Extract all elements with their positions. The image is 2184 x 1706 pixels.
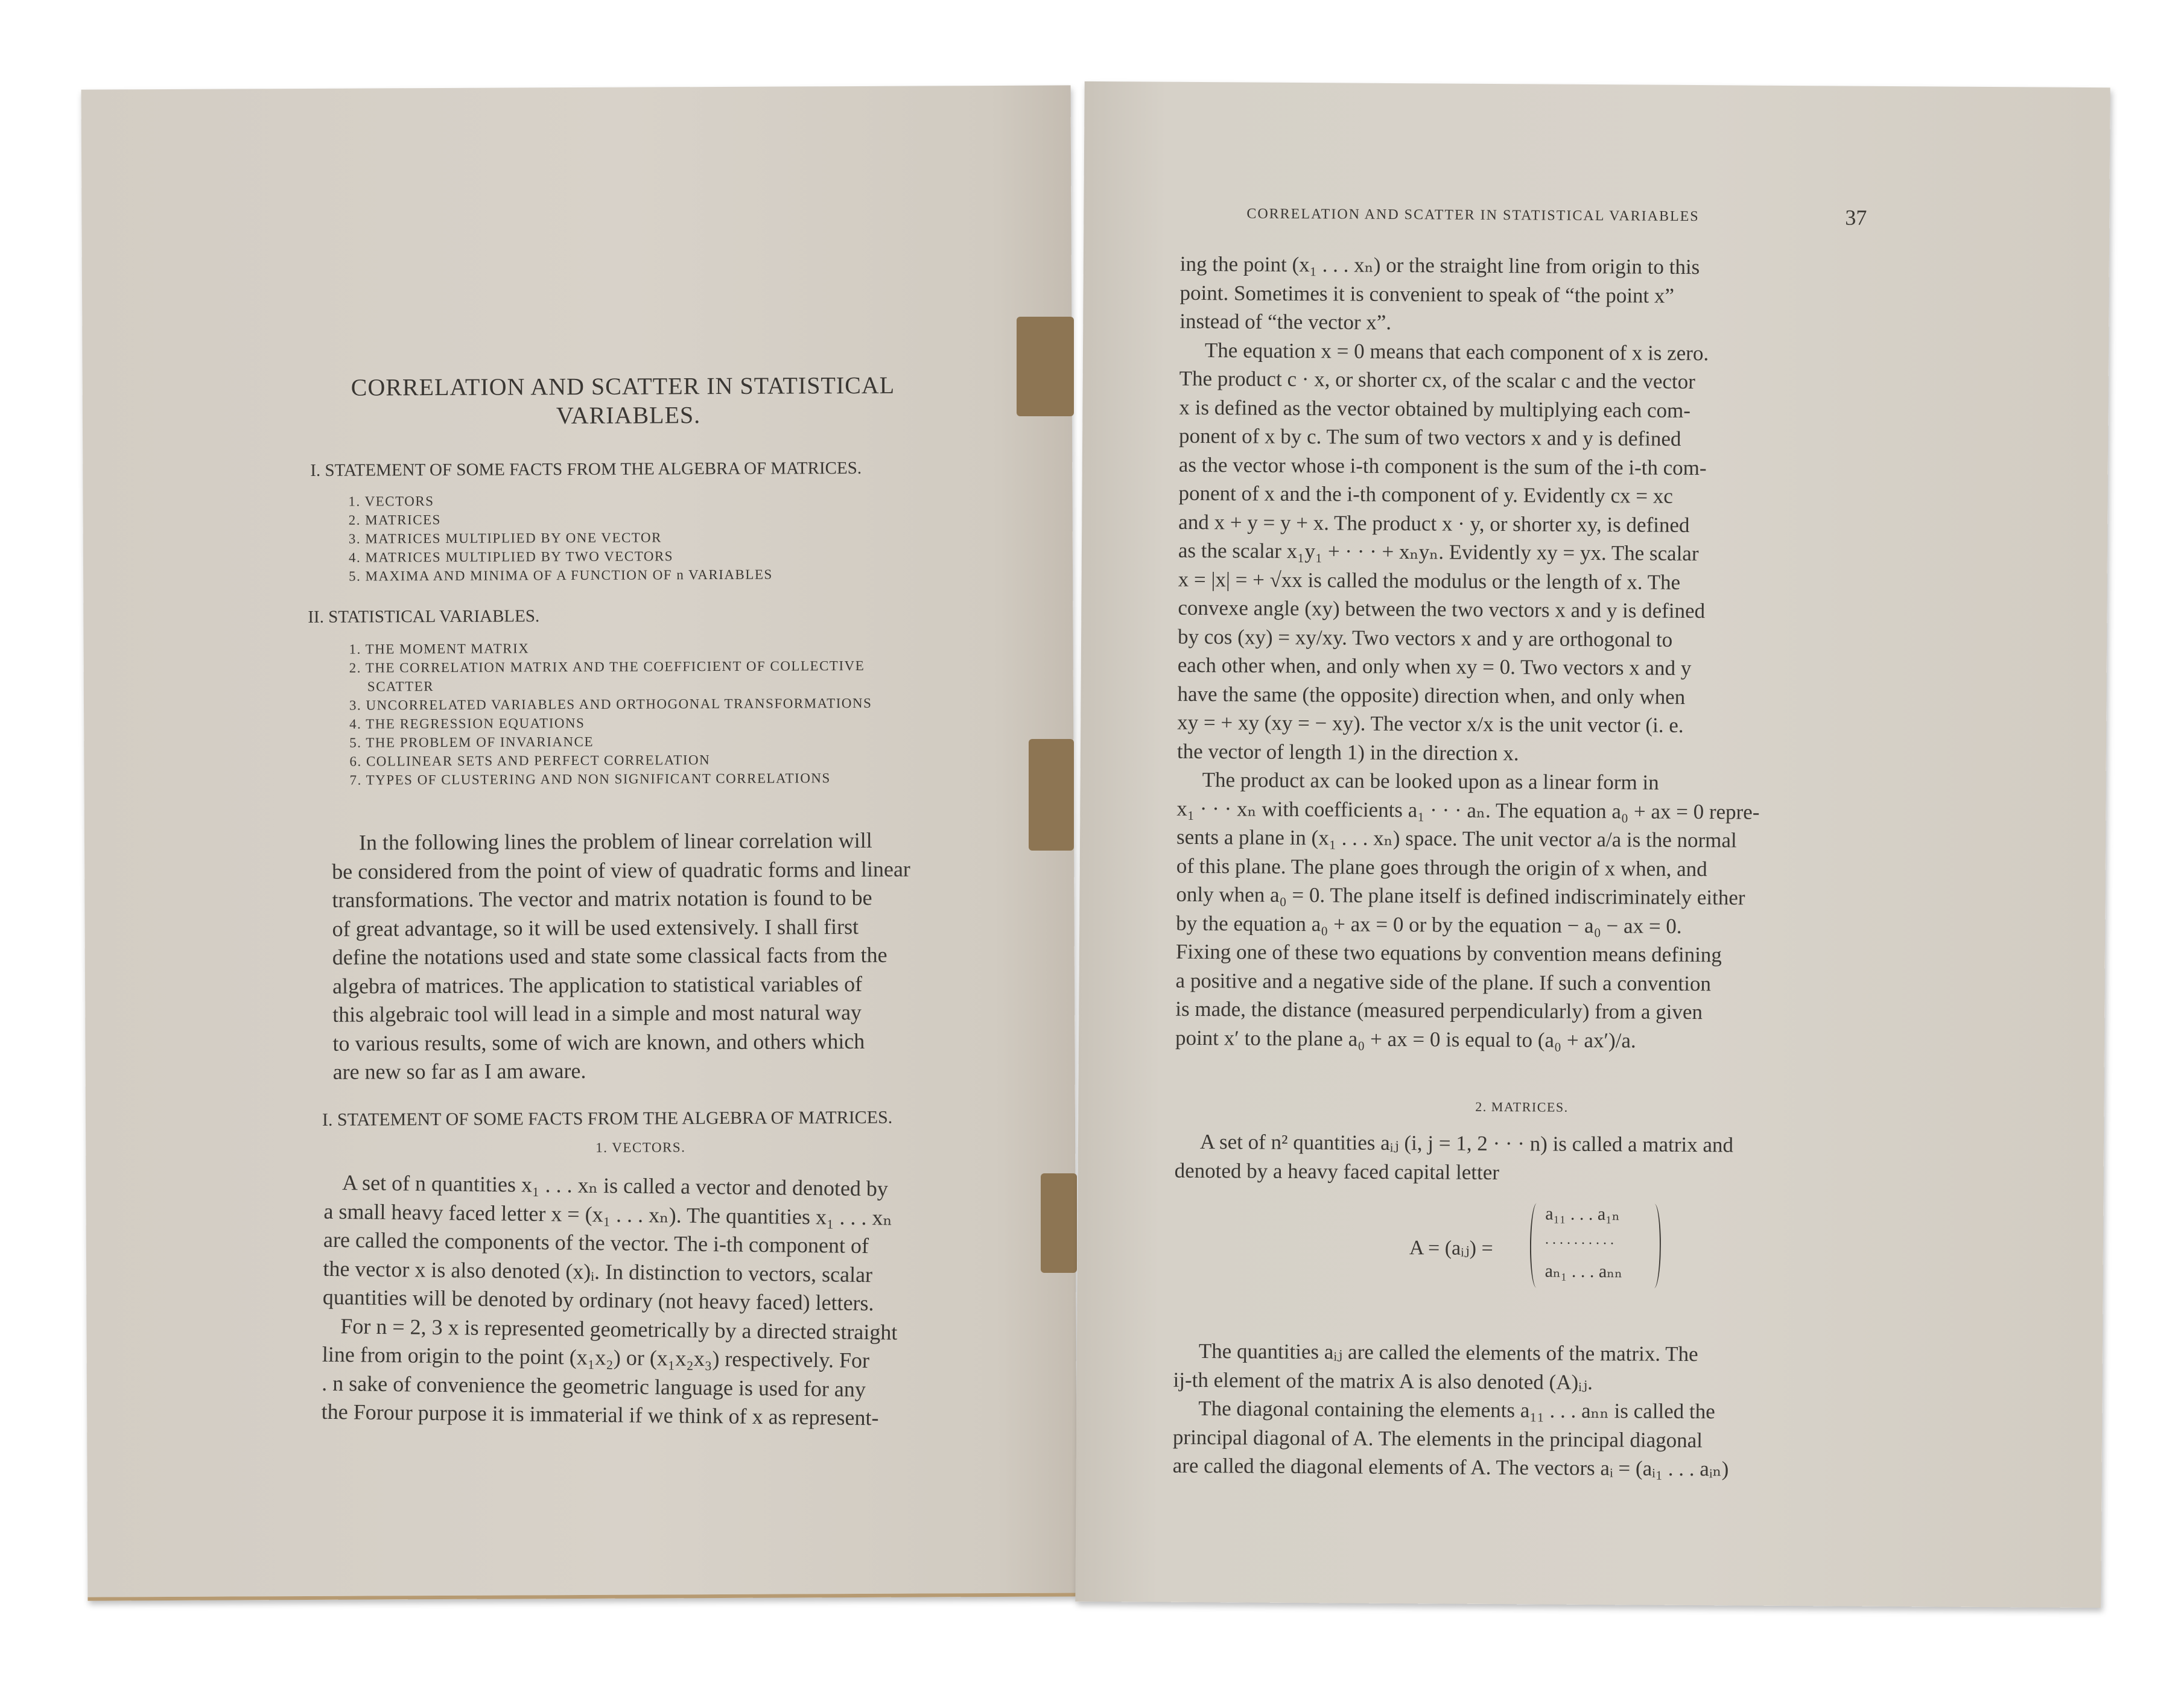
vectors-paragraph (321, 1169, 1072, 1435)
text-line: are called the components of the vector. The i-th component of (323, 1227, 869, 1258)
text-line: point x′ to the plane a₀ + ax = 0 is equal to (a₀ + ax′)/a. (1175, 1026, 1636, 1052)
text-line: and x + y = y + x. The product x · y, or shorter xy, is defined (1178, 510, 1690, 537)
text-line: The diagonal containing the elements a₁₁ . . . aₙₙ is called the (1198, 1397, 1715, 1424)
text-line: A set of n² quantities aᵢⱼ (i, j = 1, 2 · · · n) is called a matrix and (1199, 1130, 1734, 1157)
text-line: by the equation a₀ + ax = 0 or by the equation − a₀ − ax = 0. (1176, 911, 1682, 938)
binding-tape-bottom (1041, 1173, 1077, 1273)
text-line: . n sake of convenience the geometric language is used for any (322, 1371, 866, 1401)
toc-item: 3. UNCORRELATED VARIABLES AND ORTHOGONAL TRANSFORMATIONS (349, 695, 872, 713)
text-line: the Forour purpose it is immaterial if we think of x as represent- (321, 1399, 879, 1430)
matrix-row-3: aₙ₁ . . . aₙₙ (1544, 1261, 1623, 1282)
toc-item: 4. THE REGRESSION EQUATIONS (349, 715, 585, 732)
text-line: a small heavy faced letter x = (x₁ . . . xₙ). The quantities x₁ . . . xₙ (323, 1199, 893, 1230)
left-page (81, 85, 1078, 1600)
text-line: ing the point (x₁ . . . xₙ) or the straight line from origin to this (1179, 252, 1700, 279)
text-line: sents a plane in (x₁ . . . xₙ) space. The unit vector a/a is the normal (1176, 825, 1737, 852)
text-line: by cos (xy) = xy/xy. Two vectors x and y are orthogonal to (1177, 624, 1673, 652)
text-line: of great advantage, so it will be used extensively. I shall first (332, 914, 859, 941)
right-page (1075, 81, 2110, 1608)
text-line: only when a₀ = 0. The plane itself is defined indiscriminately either (1176, 882, 1745, 910)
text-line: convexe angle (xy) between the two vectors x and y is defined (1178, 595, 1706, 623)
text-line: x is defined as the vector obtained by multiplying each com- (1179, 395, 1691, 422)
text-line: be considered from the point of view of quadratic forms and linear (332, 857, 910, 884)
text-line: Fixing one of these two equations by convention means defining (1175, 939, 1722, 967)
toc-item: 4. MATRICES MULTIPLIED BY TWO VECTORS (348, 548, 674, 565)
text-line: of this plane. The plane goes through the origin of x when, and (1176, 854, 1707, 881)
text-line: xy = + xy (xy = − xy). The vector x/x is the unit vector (i. e. (1177, 710, 1684, 737)
text-line: x = |x| = + √xx is called the modulus or the length of x. The (1178, 567, 1681, 594)
elements-paragraph (1173, 1337, 1928, 1485)
text-line: x₁ · · · xₙ with coefficients a₁ · · · aₙ. The equation a₀ + ax = 0 repre- (1176, 796, 1760, 824)
text-line: quantities will be denoted by ordinary (not heavy faced) letters. (322, 1284, 874, 1316)
text-line: In the following lines the problem of linear correlation will (358, 828, 872, 855)
text-line: line from origin to the point (x₁x₂) or (x₁x₂x₃) respectively. For (322, 1342, 870, 1373)
text-line: principal diagonal of A. The elements in the principal diagonal (1172, 1425, 1703, 1452)
text-line: this algebraic tool will lead in a simple and most natural way (332, 1000, 862, 1027)
toc-item: SCATTER (367, 679, 434, 694)
text-line: are called the diagonal elements of A. The vectors aᵢ = (aᵢ₁ . . . aᵢₙ) (1172, 1453, 1729, 1481)
matrix-left-paren (1530, 1203, 1544, 1287)
text-line: The quantities aᵢⱼ are called the elements of the matrix. The (1198, 1339, 1698, 1366)
text-line: point. Sometimes it is convenient to speak of “the point x” (1179, 281, 1675, 308)
toc-heading-1: I. STATEMENT OF SOME FACTS FROM THE ALGEBRA OF MATRICES. (310, 458, 862, 480)
text-line: the vector of length 1) in the direction x. (1176, 739, 1519, 765)
text-line: A set of n quantities x₁ . . . xₙ is called a vector and denoted by (341, 1170, 889, 1201)
text-line: the vector x is also denoted (x)ᵢ. In distinction to vectors, scalar (323, 1256, 873, 1287)
toc-item: 2. MATRICES (348, 512, 441, 528)
text-line: ponent of x and the i-th component of y. Evidently cx = xc (1178, 481, 1674, 508)
text-line: ij-th element of the matrix A is also denoted (A)ᵢⱼ. (1173, 1368, 1593, 1394)
text-line: as the vector whose i-th component is the sum of the i-th com- (1178, 452, 1707, 480)
text-line: ponent of x by c. The sum of two vectors x and y is defined (1179, 423, 1681, 451)
toc-item: 5. THE PROBLEM OF INVARIANCE (349, 734, 594, 750)
toc-item: 5. MAXIMA AND MINIMA OF A FUNCTION OF n VARIABLES (349, 566, 773, 584)
matrix-definition (1409, 1199, 1663, 1298)
toc-item: 1. VECTORS (348, 493, 434, 509)
text-line: denoted by a heavy faced capital letter (1174, 1158, 1500, 1184)
binding-tape-top (1017, 317, 1074, 416)
text-line: as the scalar x₁y₁ + · · · + xₙyₙ. Evidently xy = yx. The scalar (1178, 538, 1699, 566)
text-line: have the same (the opposite) direction when, and only when (1177, 682, 1686, 709)
matrix-lhs: A = (aᵢⱼ) = (1409, 1237, 1493, 1260)
binding-tape-middle (1029, 739, 1074, 851)
toc-item: 1. THE MOMENT MATRIX (349, 641, 530, 657)
text-line: transformations. The vector and matrix notation is found to be (332, 885, 872, 912)
text-line: The product ax can be looked upon as a linear form in (1202, 768, 1659, 794)
toc-item: 6. COLLINEAR SETS AND PERFECT CORRELATION (349, 752, 711, 769)
text-line: is made, the distance (measured perpendicularly) from a given (1175, 997, 1703, 1024)
intro-paragraph (332, 825, 1081, 1086)
matrices-paragraph (1175, 1127, 1929, 1190)
text-line: For n = 2, 3 x is represented geometrically by a directed straight (340, 1313, 898, 1345)
section-heading: I. STATEMENT OF SOME FACTS FROM THE ALGEBRA OF MATRICES. (322, 1107, 893, 1130)
text-line: The product c · x, or shorter cx, of the scalar c and the vector (1179, 366, 1696, 394)
text-line: algebra of matrices. The application to statistical variables of (332, 971, 863, 998)
subsection-heading: 1. VECTORS. (595, 1140, 686, 1155)
text-line: to various results, some of wich are known, and others which (332, 1029, 865, 1056)
toc-heading-2: II. STATISTICAL VARIABLES. (308, 606, 540, 627)
toc-item: 2. THE CORRELATION MATRIX AND THE COEFFICIENT OF COLLECTIVE (349, 658, 865, 676)
toc-item: 3. MATRICES MULTIPLIED BY ONE VECTOR (348, 530, 662, 547)
text-line: instead of “the vector x”. (1179, 309, 1392, 334)
text-line: are new so far as I am aware. (332, 1058, 586, 1084)
text-line: each other when, and only when xy = 0. Two vectors x and y (1177, 653, 1692, 680)
text-line: define the notations used and state some classical facts from the (332, 942, 887, 969)
article-title-line2: VARIABLES. (556, 401, 701, 430)
page-number: 37 (1845, 205, 1867, 230)
matrix-row-1: a₁₁ . . . a₁ₙ (1545, 1203, 1620, 1225)
matrices-heading: 2. MATRICES. (1475, 1099, 1569, 1115)
running-head: CORRELATION AND SCATTER IN STATISTICAL VARIABLES (1246, 206, 1700, 225)
toc-item: 7. TYPES OF CLUSTERING AND NON SIGNIFICANT CORRELATIONS (349, 770, 831, 788)
matrix-row-2: . . . . . . . . . . (1544, 1231, 1614, 1248)
vectors-continued (1175, 250, 1934, 1057)
article-title-line1: CORRELATION AND SCATTER IN STATISTICAL (351, 371, 895, 401)
text-line: The equation x = 0 means that each component of x is zero. (1204, 338, 1709, 365)
matrix-right-paren (1648, 1204, 1662, 1289)
text-line: a positive and a negative side of the plane. If such a convention (1175, 968, 1712, 995)
